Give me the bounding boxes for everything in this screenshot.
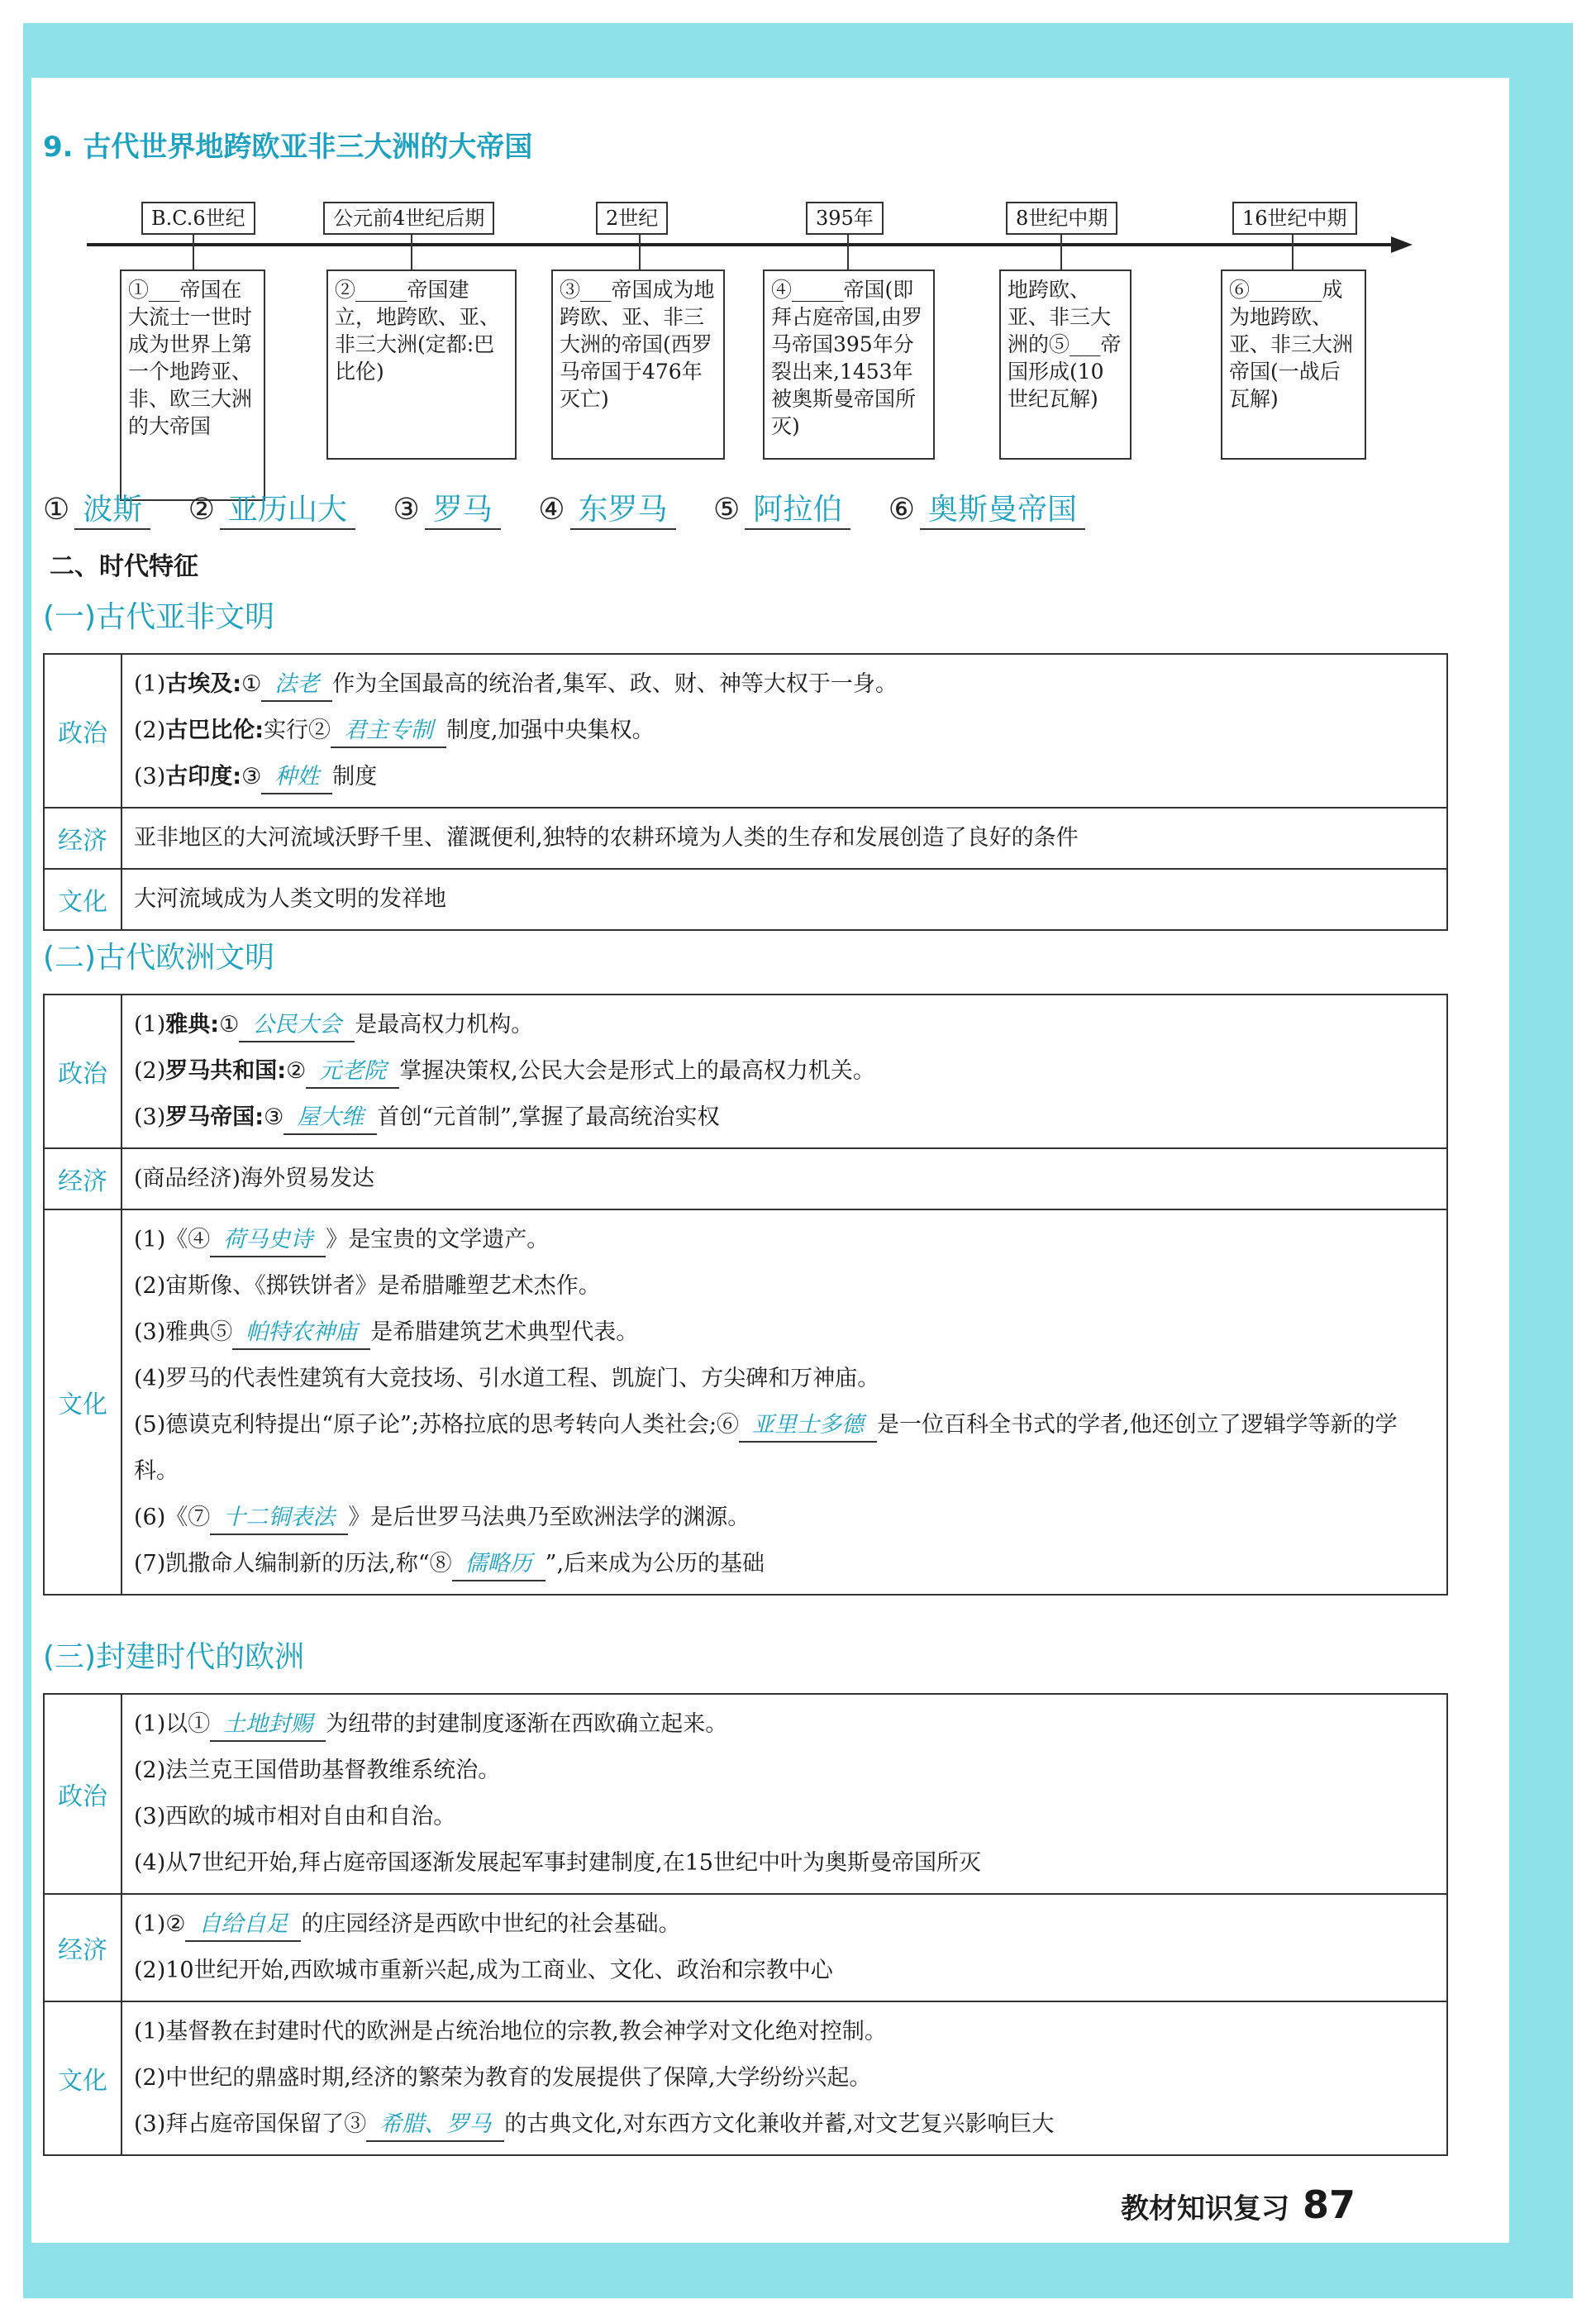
text-line: (2)法兰克王国借助基督教维系统治。 [134,1758,501,1783]
answer-number: ④ [538,493,565,527]
timeline-label: 16世纪中期 [1232,202,1357,235]
text-line: (3)西欧的城市相对自由和自治。 [134,1804,456,1829]
timeline-box: ④_____帝国(即拜占庭帝国,由罗马帝国395年分裂出来,1453年被奥斯曼帝国所灭) [763,270,935,460]
part1-table [43,653,1448,931]
text-line: (1)以① 土地封赐 为纽带的封建制度逐渐在西欧确立起来。 [134,1701,1435,1748]
footer-title: 教材知识复习 [1121,2192,1289,2225]
part3-title: (三)封建时代的欧洲 [43,1640,305,1674]
answer-item [188,486,355,530]
text-line: (2)中世纪的鼎盛时期,经济的繁荣为教育的发展提供了保障,大学纷纷兴起。 [134,2065,872,2091]
culture-cell: 大河流域成为人类文明的发祥地 [121,869,1447,930]
text-line: (1)基督教在封建时代的欧洲是占统治地位的宗教,教会神学对文化绝对控制。 [134,2019,887,2044]
category-label: 政治 [44,654,121,808]
answer-item [538,486,675,530]
category-label: 经济 [44,1148,121,1209]
timeline-label: B.C.6世纪 [141,202,255,235]
answer-value: 波斯 [74,486,150,530]
answer-value: 罗马 [425,486,501,530]
timeline-box: ①___帝国在大流士一世时成为世界上第一个地跨亚、非、欧三大洲的大帝国 [120,270,265,501]
text-line: (7)凯撒命人编制新的历法,称“⑧ 儒略历 ”,后来成为公历的基础 [134,1541,1435,1587]
timeline-axis [87,243,1393,246]
politics-cell [121,654,1447,808]
timeline-label: 395年 [806,202,884,235]
text-line: (2)古巴比伦:实行② 君主专制 制度,加强中央集权。 [134,708,1435,754]
answer-number: ② [188,493,216,527]
text-line: (4)从7世纪开始,拜占庭帝国逐渐发展起军事封建制度,在15世纪中叶为奥斯曼帝国所灭 [134,1850,981,1876]
answer-number: ⑥ [888,493,916,527]
answer-value: 奥斯曼帝国 [920,486,1085,530]
text-line: (1)古埃及:① 法老 作为全国最高的统治者,集军、政、财、神等大权于一身。 [134,661,1435,708]
part3-table [43,1693,1448,2156]
timeline-arrow-icon [1391,236,1413,253]
text-line: (1)② 自给自足 的庄园经济是西欧中世纪的社会基础。 [134,1901,1435,1948]
culture-cell [121,2001,1447,2155]
fill-answer: 种姓 [261,761,332,794]
page-frame-left [23,23,31,2298]
answer-value: 亚历山大 [220,486,355,530]
answer-number: ③ [393,493,420,527]
fill-answer: 帕特农神庙 [232,1317,370,1350]
answer-value: 阿拉伯 [745,486,850,530]
fill-answer: 自给自足 [185,1909,301,1942]
timeline-label: 公元前4世纪后期 [323,202,494,235]
category-label: 政治 [44,995,121,1148]
category-label: 文化 [44,1209,121,1595]
fill-answer: 亚里士多德 [739,1410,877,1443]
category-label: 文化 [44,869,121,930]
section-9-title: 9. 古代世界地跨欧亚非三大洲的大帝国 [43,131,533,164]
fill-answer: 希腊、罗马 [366,2109,504,2142]
fill-answer: 土地封赐 [210,1709,326,1742]
text-line: (3)拜占庭帝国保留了③ 希腊、罗马 的古典文化,对东西方文化兼收并蓄,对文艺复兴影响巨大 [134,2101,1435,2148]
part2-title: (二)古代欧洲文明 [43,941,275,975]
answer-number: ① [43,493,70,527]
timeline-label: 2世纪 [596,202,668,235]
part2-table [43,994,1448,1596]
category-label: 政治 [44,1694,121,1894]
answer-item [889,486,1085,530]
fill-answer: 君主专制 [331,715,446,748]
answer-item [393,486,501,530]
answer-item [713,486,850,530]
fill-answer: 儒略历 [452,1548,545,1581]
heading-era-features: 二、时代特征 [50,552,198,581]
fill-answer: 元老院 [306,1056,399,1089]
answer-value: 东罗马 [570,486,676,530]
text-line: (2)罗马共和国:② 元老院 掌握决策权,公民大会是形式上的最高权力机关。 [134,1048,1435,1095]
answer-row [43,486,1113,530]
page-number: 87 [1303,2182,1356,2227]
text-line: (3)古印度:③ 种姓 制度 [134,754,1435,800]
economy-cell: (商品经济)海外贸易发达 [121,1148,1447,1209]
fill-answer: 屋大维 [283,1102,377,1135]
politics-cell [121,995,1447,1148]
fill-answer: 公民大会 [239,1009,355,1042]
text-line: (6)《⑦ 十二铜表法 》是后世罗马法典乃至欧洲法学的渊源。 [134,1495,1435,1541]
timeline-box: ③___帝国成为地跨欧、亚、非三大洲的帝国(西罗马帝国于476年灭亡) [551,270,725,460]
fill-answer: 荷马史诗 [210,1224,326,1257]
part1-title: (一)古代亚非文明 [43,600,275,634]
page-frame-bottom [23,2243,1573,2298]
culture-cell [121,1209,1447,1595]
category-label: 经济 [44,808,121,869]
text-line: (2)10世纪开始,西欧城市重新兴起,成为工商业、文化、政治和宗教中心 [134,1958,833,1983]
fill-answer: 法老 [261,669,332,702]
fill-answer: 十二铜表法 [210,1502,348,1535]
timeline-box: ⑥_______成为地跨欧、亚、非三大洲帝国(一战后瓦解) [1221,270,1366,460]
text-line: (1)雅典:① 公民大会 是最高权力机构。 [134,1002,1435,1048]
page-frame-top [23,23,1573,78]
text-line: (5)德谟克利特提出“原子论”;苏格拉底的思考转向人类社会;⑥ 亚里士多德 是一位百科全书式的学者,他还创立了逻辑学等新的学科。 [134,1402,1435,1495]
timeline-label: 8世纪中期 [1006,202,1117,235]
text-line: (2)宙斯像、《掷铁饼者》是希腊雕塑艺术杰作。 [134,1273,601,1299]
page-frame-right [1509,23,1573,2298]
page-footer [1121,2182,1355,2227]
text-line: (4)罗马的代表性建筑有大竞技场、引水道工程、凯旋门、方尖碑和万神庙。 [134,1366,880,1391]
economy-cell: 亚非地区的大河流域沃野千里、灌溉便利,独特的农耕环境为人类的生存和发展创造了良好的条件 [121,808,1447,869]
timeline-box: ②_____帝国建立，地跨欧、亚、非三大洲(定都:巴比伦) [326,270,517,460]
answer-number: ⑤ [713,493,741,527]
category-label: 经济 [44,1894,121,2001]
timeline-box: 地跨欧、亚、非三大洲的⑤___帝国形成(10世纪瓦解) [999,270,1131,460]
text-line: (3)雅典⑤ 帕特农神庙 是希腊建筑艺术典型代表。 [134,1309,1435,1356]
text-line: (3)罗马帝国:③ 屋大维 首创“元首制”,掌握了最高统治实权 [134,1095,1435,1141]
answer-item [43,486,150,530]
economy-cell [121,1894,1447,2001]
category-label: 文化 [44,2001,121,2155]
politics-cell [121,1694,1447,1894]
text-line: (1)《④ 荷马史诗 》是宝贵的文学遗产。 [134,1217,1435,1263]
